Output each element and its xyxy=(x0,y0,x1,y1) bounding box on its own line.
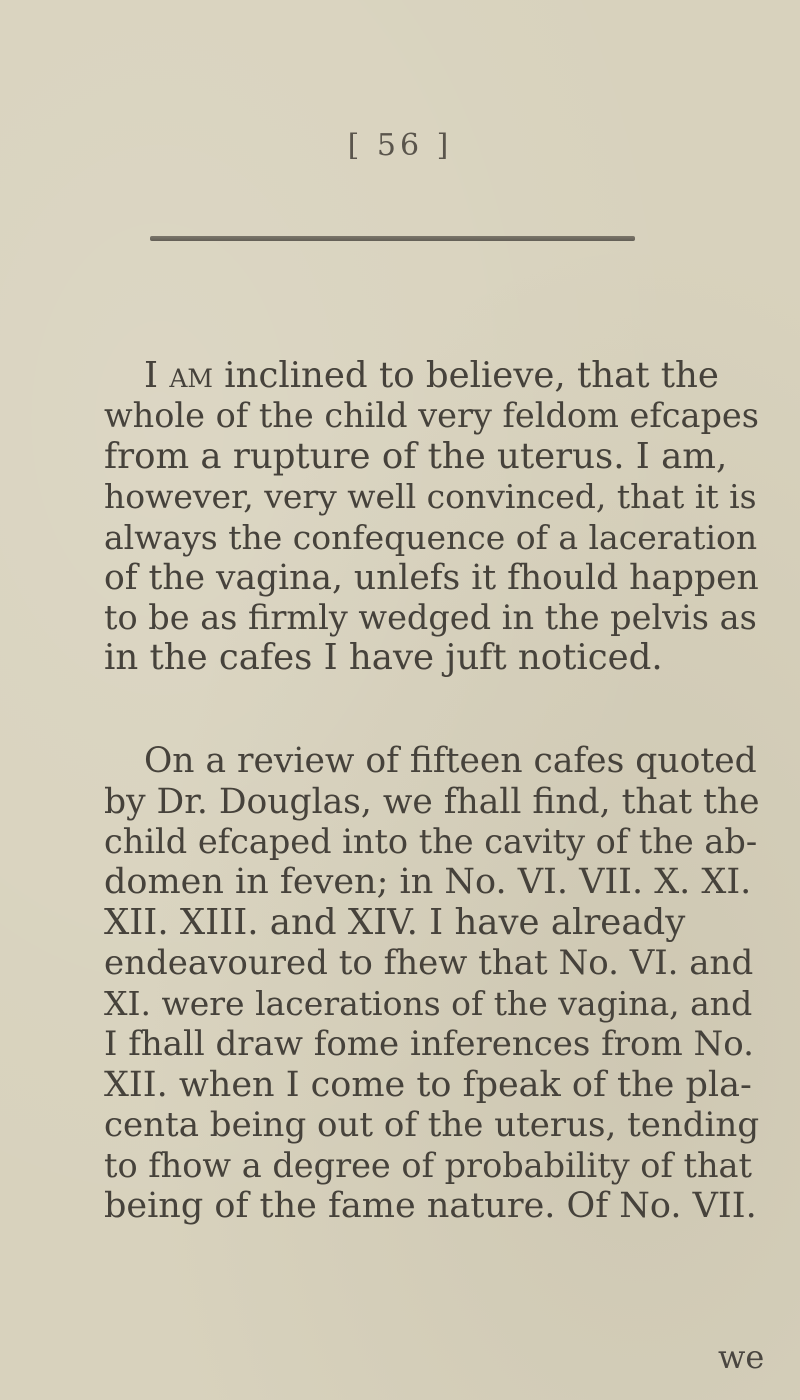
text-line: to fhow a degree of probability of that xyxy=(104,1146,752,1185)
text-line: from a rupture of the uterus. I am, xyxy=(104,436,728,477)
text-line: always the confequence of a laceration xyxy=(104,518,758,557)
header-rule xyxy=(150,236,635,241)
text-line: to be as firmly wedged in the pelvis as xyxy=(104,598,757,637)
text-line: On a review of fifteen cafes quoted xyxy=(144,741,757,781)
text-line: XII. XIII. and XIV. I have already xyxy=(104,902,686,943)
text-line: domen in feven; in No. VI. VII. X. XI. xyxy=(104,862,752,902)
page-number: [ 56 ] xyxy=(347,128,453,163)
text-line: XII. when I come to fpeak of the pla- xyxy=(104,1065,752,1105)
text-line: XI. were lacerations of the vagina, and xyxy=(104,984,753,1023)
text-line: endeavoured to fhew that No. VI. and xyxy=(104,943,754,983)
text-line: centa being out of the uterus, tending xyxy=(104,1105,760,1145)
text-line: by Dr. Douglas, we fhall find, that the xyxy=(104,782,760,822)
text-line: I am inclined to believe, that the xyxy=(144,355,719,396)
text-line: child efcaped into the cavity of the ab- xyxy=(104,822,758,861)
text-line: in the cafes I have juft noticed. xyxy=(104,637,663,678)
text-line: whole of the child very feldom efcapes xyxy=(104,396,759,435)
text-line: I fhall draw fome inferences from No. xyxy=(104,1024,754,1064)
catchword: we xyxy=(718,1338,765,1376)
text-line: however, very well convinced, that it is xyxy=(104,477,757,516)
text-line: being of the fame nature. Of No. VII. xyxy=(104,1186,757,1226)
text-line: of the vagina, unlefs it fhould happen xyxy=(104,558,759,598)
